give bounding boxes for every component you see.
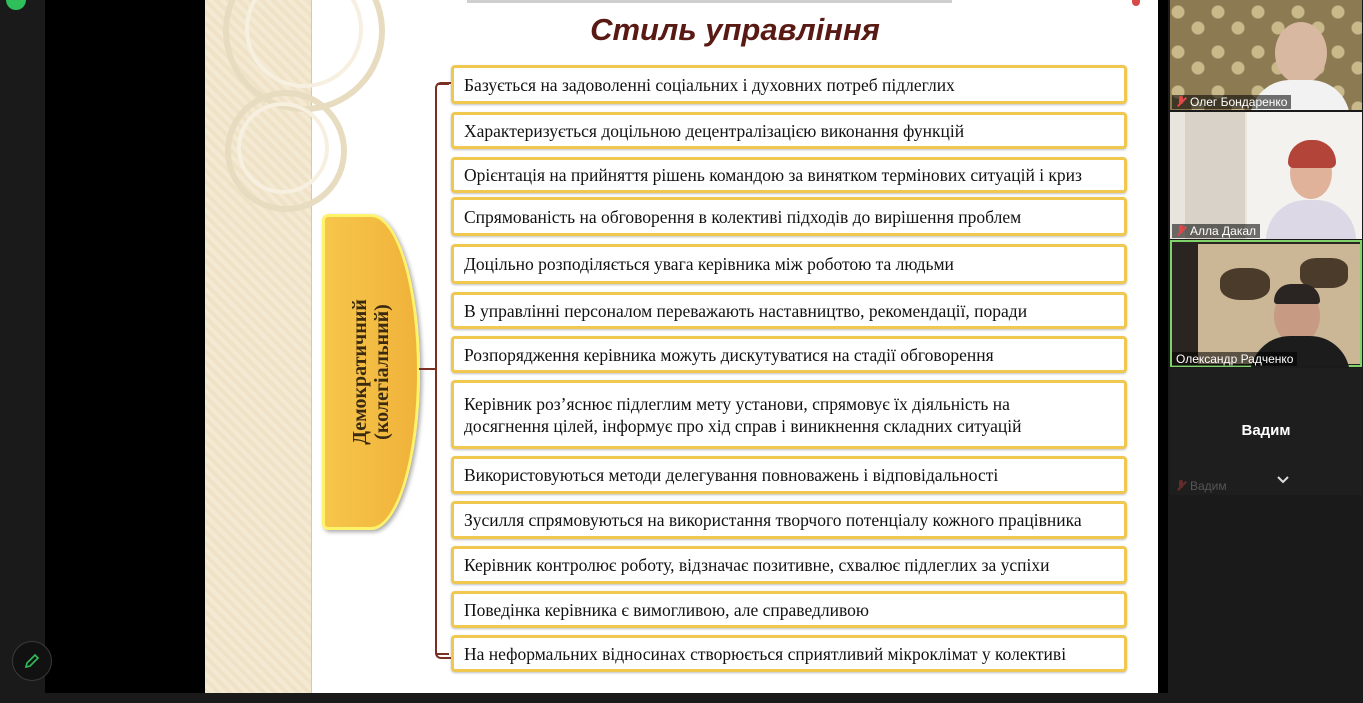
slide-item-text: Поведінка керівника є вимогливою, але справедливою [464, 599, 869, 620]
video-tile-alla[interactable] [1170, 112, 1362, 239]
slide-item-text: Використовуються методи делегування повноважень і відповідальності [464, 465, 999, 485]
slide-decor-panel [205, 0, 312, 693]
bracket-line [435, 82, 451, 659]
category-label [325, 217, 417, 527]
slide-title: Стиль управління [590, 12, 880, 47]
slide-item [451, 112, 1127, 149]
participant-hair [1288, 140, 1336, 168]
slide-item [451, 380, 1127, 449]
slide-item [451, 292, 1127, 329]
video-tile-oleg[interactable] [1170, 0, 1362, 110]
share-right-margin [1158, 0, 1168, 693]
slide-item-text: На неформальних відносинах створюється сприятливий мікроклімат у колективі [464, 643, 1067, 664]
slide-item-text: Характеризується доцільною децентралізацією виконання функцій [464, 120, 965, 141]
decor-ring [237, 102, 329, 194]
slide-item [451, 546, 1127, 584]
participant-body [1266, 200, 1356, 239]
chevron-down-icon[interactable] [1276, 472, 1290, 488]
participant-name: Олег Бондаренко [1190, 95, 1288, 109]
background-door [1185, 112, 1245, 239]
shared-slide [205, 0, 1158, 693]
category-shape [322, 214, 420, 530]
mic-off-icon [1176, 96, 1186, 108]
participant-hair [1274, 284, 1320, 304]
slide-item [451, 456, 1127, 494]
category-line2: (колегіальний) [371, 304, 393, 440]
participant-name: Олександр Радченко [1176, 352, 1294, 366]
slide-item-text: Розпорядження керівника можуть дискутуватися на стадії обговорення [464, 344, 994, 365]
slide-item-text: В управлінні персоналом переважають наставництво, рекомендації, поради [464, 300, 1028, 321]
item-stub [437, 653, 449, 655]
participant-name-tag [1172, 224, 1260, 238]
slide-item-text: Керівник контролює роботу, відзначає позитивне, схвалює підлеглих за успіхи [464, 555, 1050, 575]
slide-item-text: Спрямованість на обговорення в колективі підходів до вирішення проблем [464, 206, 1022, 227]
map-continent [1300, 258, 1348, 288]
share-left-margin [45, 0, 205, 693]
participant-name-tag [1172, 352, 1297, 366]
slide-item-text: Зусилля спрямовуються на використання творчого потенціалу кожного працівника [464, 510, 1082, 530]
meeting-toolbar [0, 693, 1363, 703]
slide-top-bar [467, 0, 952, 3]
participant-name: Алла Дакал [1190, 224, 1257, 238]
status-indicator [6, 0, 26, 10]
participant-name-tag [1172, 95, 1291, 109]
slide-item [451, 65, 1127, 104]
slide-item [451, 591, 1127, 628]
slide-item [451, 157, 1127, 193]
participant-name: Вадим [1190, 479, 1227, 493]
mic-off-icon [1176, 480, 1186, 492]
slide-marker [1132, 0, 1140, 6]
slide-item [451, 501, 1127, 539]
slide-item [451, 244, 1127, 284]
slide-item [451, 197, 1127, 236]
item-stub [437, 83, 449, 85]
participant-face [1275, 22, 1327, 84]
participant-large-name: Вадим [1241, 422, 1291, 439]
slide-item [451, 635, 1127, 672]
participant-name-tag [1176, 479, 1227, 493]
category-line1: Демократичний [349, 299, 371, 445]
slide-item-text: Орієнтація на прийняття рішень командою за винятком термінових ситуацій і криз [464, 165, 1082, 185]
slide-item-text: Керівник роз’яснює підлеглим мету установи, спрямовує їх діяльність на досягнення цілей, інформує про хід справ і виникнення складних ситуацій [464, 393, 1022, 436]
video-tile-oleksandr[interactable] [1170, 240, 1362, 367]
slide-item [451, 336, 1127, 373]
slide-item-text: Доцільно розподіляється увага керівника між роботою та людьми [464, 254, 954, 274]
mic-off-icon [1176, 225, 1186, 237]
video-tile-vadym[interactable] [1170, 368, 1362, 495]
slide-item-text: Базується на задоволенні соціальних і духовних потреб підлеглих [464, 74, 955, 95]
pencil-icon[interactable] [12, 641, 52, 681]
map-continent [1220, 268, 1270, 300]
